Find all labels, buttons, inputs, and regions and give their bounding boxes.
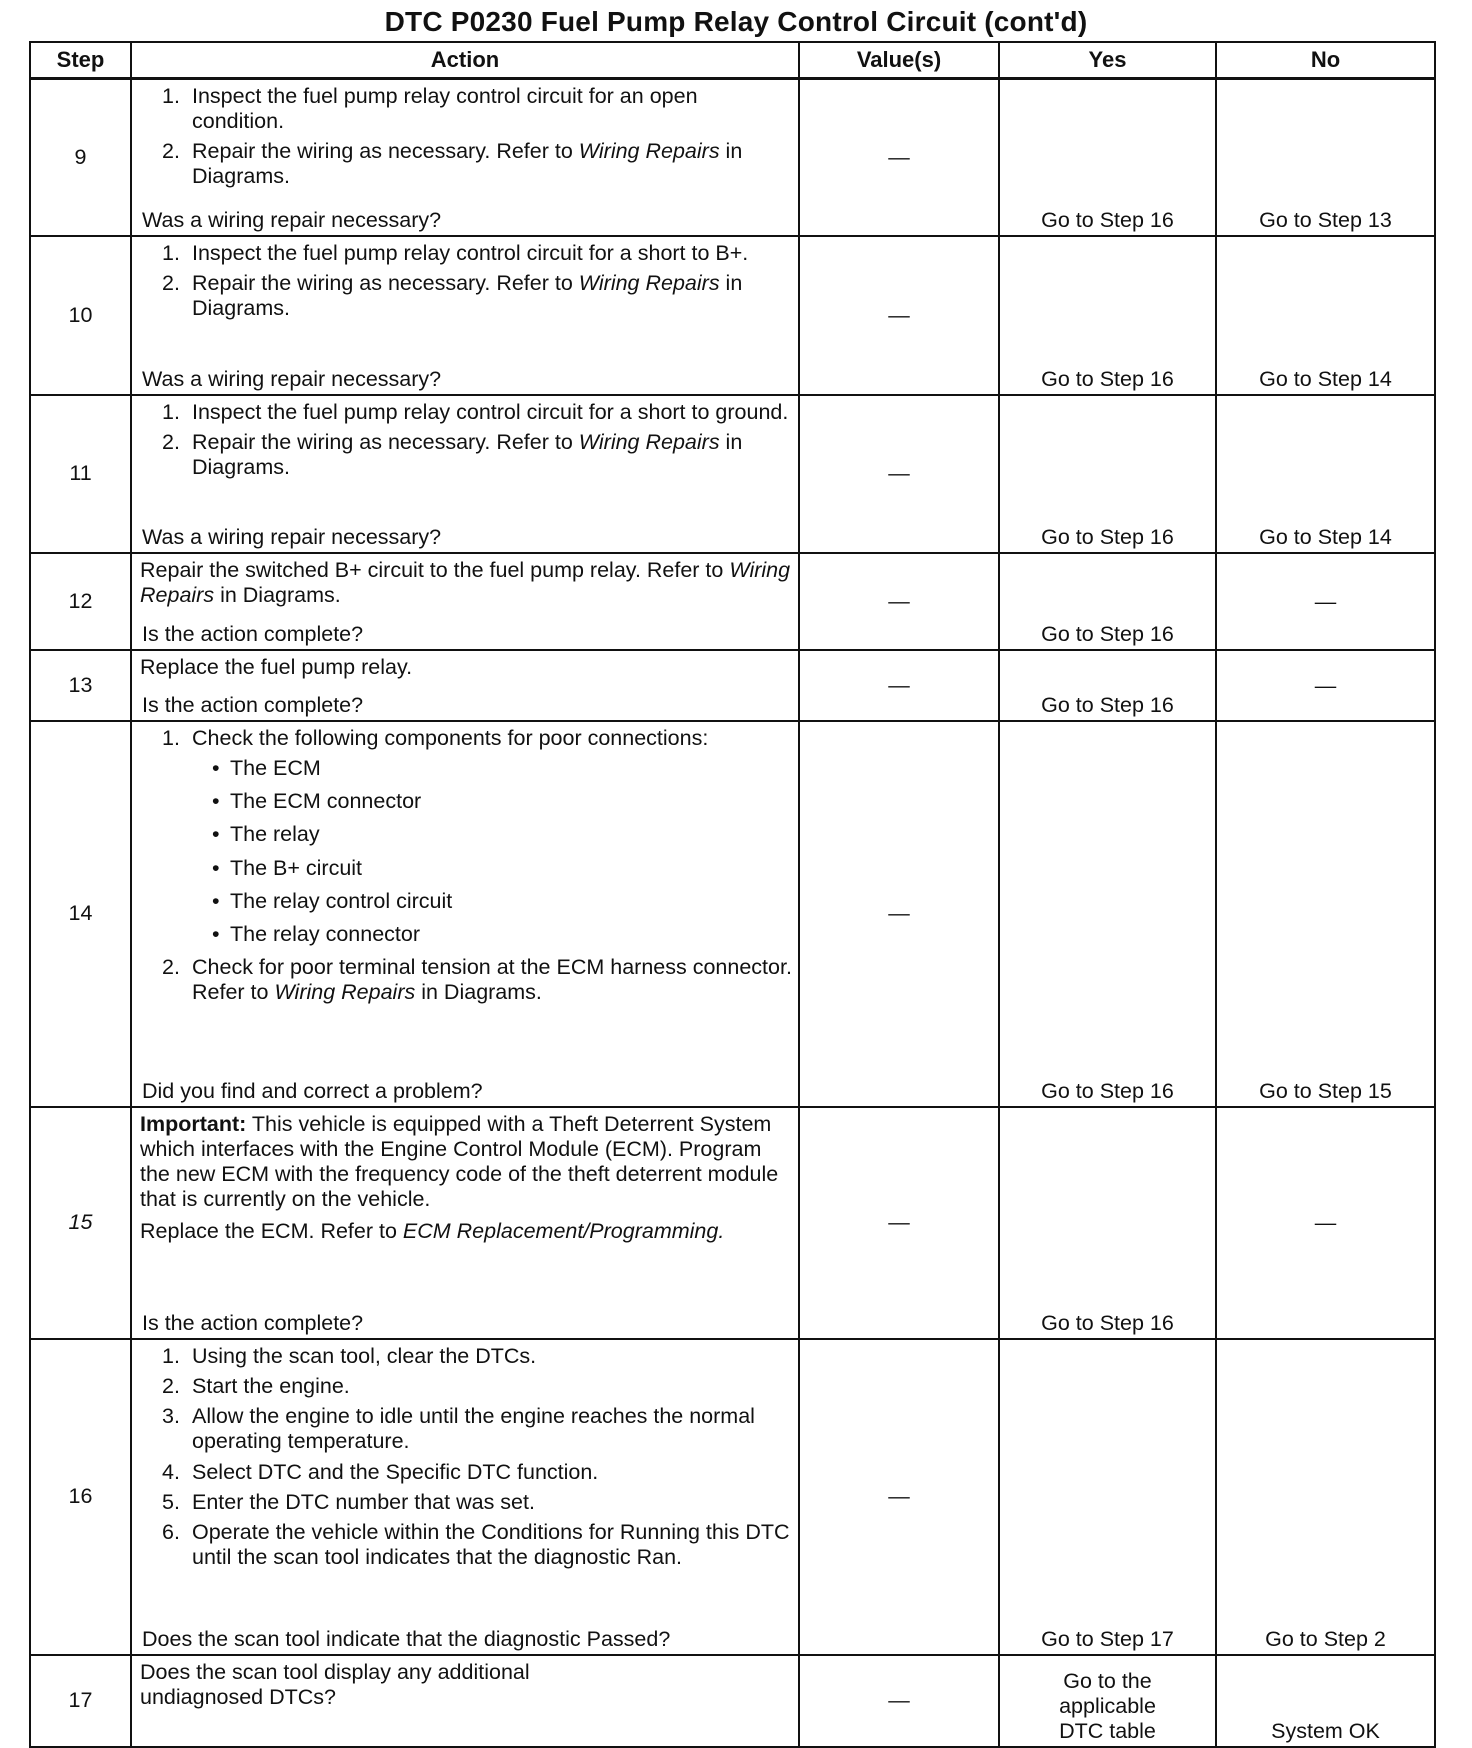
action-question: Was a wiring repair necessary? [142,524,442,549]
action-question: Did you find and correct a problem? [142,1078,483,1103]
no-cell [1216,395,1435,553]
action-cell [131,553,799,650]
value-cell: — [799,1339,999,1655]
yes-answer: Go to Step 16 [1041,366,1174,391]
action-question: Is the action complete? [142,1310,364,1335]
header-no: No [1216,42,1435,79]
action-item: 2. Check for poor terminal tension at the ECM harness connector. Refer to Wiring Repairs in Diagrams. [162,954,792,1005]
no-cell [1216,79,1435,237]
diagnostic-table [29,41,1436,1748]
action-cell [131,1339,799,1655]
header-yes: Yes [999,42,1216,79]
value-cell: — [799,721,999,1107]
action-item: 2. Start the engine. [162,1374,350,1399]
no-answer: System OK [1271,1718,1380,1743]
yes-answer: Go to Step 16 [1041,524,1174,549]
yes-cell [999,79,1216,237]
action-cell [131,650,799,721]
step-number: 10 [30,236,131,395]
yes-cell [999,650,1216,721]
action-question: Does the scan tool indicate that the diagnostic Passed? [142,1626,671,1651]
no-answer: Go to Step 15 [1259,1078,1392,1103]
action-cell [131,721,799,1107]
action-cell [131,79,799,237]
bullet-item: • The relay [212,822,320,847]
yes-answer: Go to Step 16 [1041,1310,1174,1335]
step-number: 17 [30,1655,131,1747]
action-cell [131,236,799,395]
table-row [30,721,1435,1107]
table-row [30,395,1435,553]
yes-cell [999,721,1216,1107]
table-row [30,1339,1435,1655]
step-number: 14 [30,721,131,1107]
action-text: Replace the ECM. Refer to ECM Replacement/Programming. [140,1218,725,1243]
bullet-item: • The ECM [212,756,321,781]
bullet-item: • The B+ circuit [212,855,363,880]
yes-cell [999,1339,1216,1655]
action-item: 3. Allow the engine to idle until the engine reaches the normal operating temperature. [162,1404,755,1454]
header-row [30,42,1435,79]
no-cell [1216,553,1435,650]
table-row [30,650,1435,721]
action-cell [131,395,799,553]
action-item: 2. Repair the wiring as necessary. Refer to Wiring Repairs in Diagrams. [162,271,743,321]
step-number: 12 [30,553,131,650]
action-item: 5. Enter the DTC number that was set. [162,1489,535,1514]
header-action: Action [131,42,799,79]
important-note: Important: This vehicle is equipped with a Theft Deterrent System which interfaces with the Engine Control Module (ECM). Program the new ECM with the frequency code of the theft deterrent module that is currently on the vehicle. [140,1112,779,1212]
action-question: Was a wiring repair necessary? [142,207,442,232]
table-row [30,79,1435,237]
table-row [30,553,1435,650]
yes-answer: Go to the applicable DTC table [1059,1668,1156,1743]
action-text: Replace the fuel pump relay. [140,655,413,679]
value-cell: — [799,79,999,237]
value-cell: — [799,395,999,553]
action-item: 1. Inspect the fuel pump relay control circuit for an open condition. [162,84,698,134]
yes-answer: Go to Step 16 [1041,207,1174,232]
step-number: 9 [30,79,131,237]
action-item: 4. Select DTC and the Specific DTC function. [162,1459,599,1484]
action-question: Is the action complete? [142,621,364,646]
yes-answer: Go to Step 16 [1041,621,1174,646]
header-values: Value(s) [799,42,999,79]
action-cell [131,1655,799,1747]
table-row [30,1107,1435,1339]
yes-cell [999,1655,1216,1747]
no-cell [1216,650,1435,721]
no-answer: Go to Step 14 [1259,366,1392,391]
yes-cell [999,236,1216,395]
yes-cell [999,1107,1216,1339]
value-cell: — [799,553,999,650]
action-item: 1. Check the following components for poor connections: [162,726,709,750]
action-item: 2. Repair the wiring as necessary. Refer to Wiring Repairs in Diagrams. [162,139,743,189]
yes-answer: Go to Step 17 [1041,1626,1174,1651]
value-cell: — [799,650,999,721]
no-answer: — [1314,1210,1337,1235]
action-item: 1. Inspect the fuel pump relay control circuit for a short to B+. [162,241,749,265]
no-cell [1216,1339,1435,1655]
bullet-item: • The relay control circuit [212,888,453,913]
value-cell: — [799,236,999,395]
header-step: Step [30,42,131,79]
no-answer: — [1314,588,1337,613]
no-answer: — [1314,672,1337,697]
step-number: 11 [30,395,131,553]
yes-cell [999,553,1216,650]
yes-cell [999,395,1216,553]
no-cell [1216,721,1435,1107]
bullet-item: • The relay connector [212,921,421,946]
step-number: 16 [30,1339,131,1655]
value-cell: — [799,1655,999,1747]
no-cell [1216,236,1435,395]
no-cell [1216,1107,1435,1339]
action-item: 6. Operate the vehicle within the Conditions for Running this DTC until the scan tool indicates that the diagnostic Ran. [162,1519,790,1569]
yes-answer: Go to Step 16 [1041,692,1174,717]
bullet-item: • The ECM connector [212,789,422,814]
action-item: 2. Repair the wiring as necessary. Refer to Wiring Repairs in Diagrams. [162,430,743,480]
action-text: Does the scan tool display any additional undiagnosed DTCs? [140,1660,530,1710]
no-answer: Go to Step 13 [1259,207,1392,232]
no-cell [1216,1655,1435,1747]
no-answer: Go to Step 2 [1265,1626,1386,1651]
action-item: 1. Inspect the fuel pump relay control circuit for a short to ground. [162,400,789,424]
table-row [30,236,1435,395]
no-answer: Go to Step 14 [1259,524,1392,549]
action-question: Was a wiring repair necessary? [142,366,442,391]
action-text: Repair the switched B+ circuit to the fuel pump relay. Refer to Wiring Repairs in Diagrams. [140,558,791,608]
action-cell [131,1107,799,1339]
action-question: Is the action complete? [142,692,364,717]
page-title: DTC P0230 Fuel Pump Relay Control Circuit (cont'd) [384,6,1088,37]
yes-answer: Go to Step 16 [1041,1078,1174,1103]
action-item: 1. Using the scan tool, clear the DTCs. [162,1344,537,1368]
step-number: 15 [30,1107,131,1339]
value-cell: — [799,1107,999,1339]
table-row [30,1655,1435,1747]
step-number: 13 [30,650,131,721]
